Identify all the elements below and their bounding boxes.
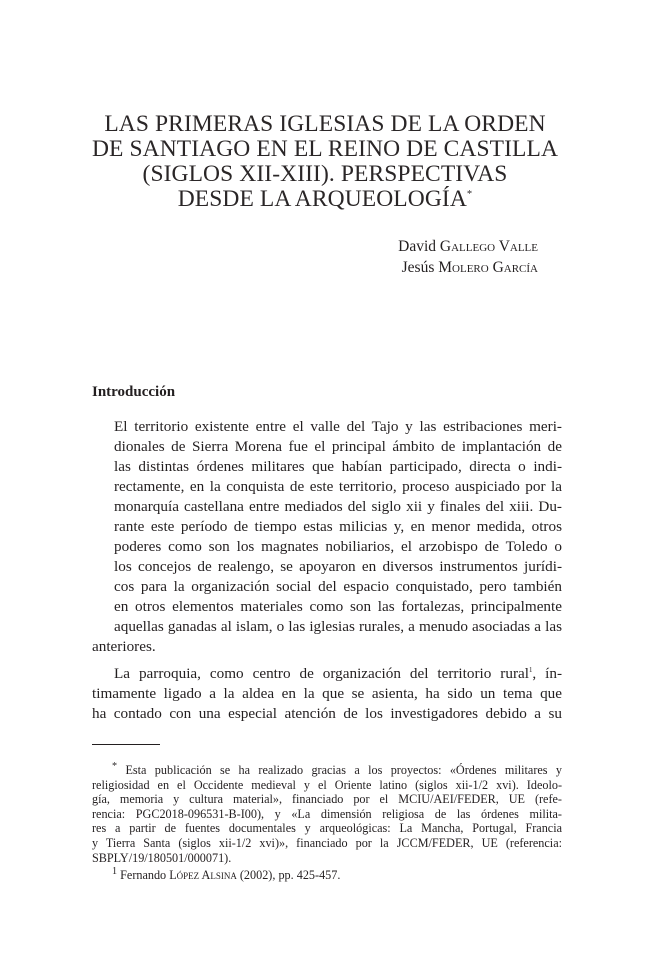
author-list — [398, 236, 538, 278]
text-line: monarquía castellana entre mediados del siglo xii y finales del xiii. Du- — [114, 498, 562, 515]
title-line: (SIGLOS XII-XIII). PERSPECTIVAS — [142, 161, 508, 187]
paragraph — [92, 664, 562, 724]
footnote-line: y Tierra Santa (siglos xii-1/2 xvi)», financiado por la JCCM/FEDER, UE (referencia: — [92, 836, 562, 851]
author-name — [398, 257, 538, 278]
text-line: rectamente, en la conquista de este territorio, proceso auspiciado por la — [114, 478, 562, 495]
author-surname: Gallego Valle — [439, 238, 538, 255]
footnote — [92, 865, 562, 883]
body-text — [92, 417, 562, 724]
footnote-line: gía, memoria y cultura material», financiado por el MCIU/AEI/FEDER, UE (refe- — [92, 792, 562, 807]
article-title — [70, 112, 580, 212]
text-line: rante este período de tiempo estas milicias y, en menor medida, otros — [114, 518, 562, 535]
title-footnote-marker[interactable]: * — [466, 189, 473, 201]
author-name — [398, 236, 538, 257]
text-line: anteriores. — [92, 638, 156, 655]
text-segment: La parroquia, como centro de organización del territorio rural — [114, 665, 529, 682]
author-given-name: David — [398, 238, 437, 255]
author-given-name: Jesús — [401, 259, 435, 276]
footnote-line: res a partir de fuentes documentales y arqueológicas: La Mancha, Portugal, Francia — [92, 821, 562, 836]
text-line: los concejos de realengo, se apoyaron en diversos instrumentos jurídi- — [114, 558, 562, 575]
footnote-separator — [92, 744, 160, 745]
footnote-author-surname: López Alsina — [169, 868, 237, 883]
text-line: cos para la organización social del espacio conquistado, pero también — [114, 578, 562, 595]
paragraph — [92, 417, 562, 657]
footnote-text: Esta publicación se ha realizado gracias a los proyectos: «Órdenes militares y — [125, 763, 563, 778]
footnote-line: rencia: PGC2018-096531-B-I00), y «La dimensión religiosa de las órdenes milita- — [92, 806, 562, 821]
footnote-marker: * — [112, 761, 118, 772]
title-line-text: DESDE LA ARQUEOLOGÍA — [177, 186, 467, 212]
footnotes — [92, 760, 562, 883]
footnote-text: (2002), pp. 425-457. — [236, 868, 341, 883]
text-segment: , ín- — [532, 665, 563, 682]
text-line: El territorio existente entre el valle del Tajo y las estribaciones meri- — [114, 418, 562, 435]
footnote-line: SBPLY/19/180501/000071). — [92, 850, 232, 865]
section-heading: Introducción — [92, 384, 176, 400]
text-line: en otros elementos materiales como son las fortalezas, principalmente — [114, 598, 562, 615]
text-line — [92, 664, 562, 684]
footnote-author-given: Fernando — [120, 868, 167, 883]
text-line: ha contado con una especial atención de los investigadores debido a su — [92, 705, 562, 722]
text-line: dionales de Sierra Morena fue el principal ámbito de implantación de — [114, 438, 562, 455]
text-line: poderes como son los magnates nobiliarios, el arzobispo de Toledo o — [114, 538, 562, 555]
text-line: las distintas órdenes militares que habían participado, directa o indi- — [114, 458, 562, 475]
text-line: timamente ligado a la aldea en la que se asienta, ha sido un tema que — [92, 685, 562, 702]
title-line: LAS PRIMERAS IGLESIAS DE LA ORDEN — [104, 111, 546, 137]
footnote-marker: 1 — [112, 866, 118, 878]
author-surname: Molero García — [438, 259, 538, 276]
text-line: aquellas ganadas al islam, o las iglesias rurales, a menudo asociadas a las — [114, 618, 562, 635]
footnote-marker[interactable]: 1 — [528, 666, 533, 674]
title-line — [70, 187, 580, 212]
footnote-line — [92, 760, 562, 778]
title-line: DE SANTIAGO EN EL REINO DE CASTILLA — [91, 136, 559, 162]
footnote-line: religiosidad en el Occidente medieval y el Oriente latino (siglos xii-1/2 xvi). Ideolo- — [92, 777, 562, 792]
footnote — [92, 760, 562, 865]
